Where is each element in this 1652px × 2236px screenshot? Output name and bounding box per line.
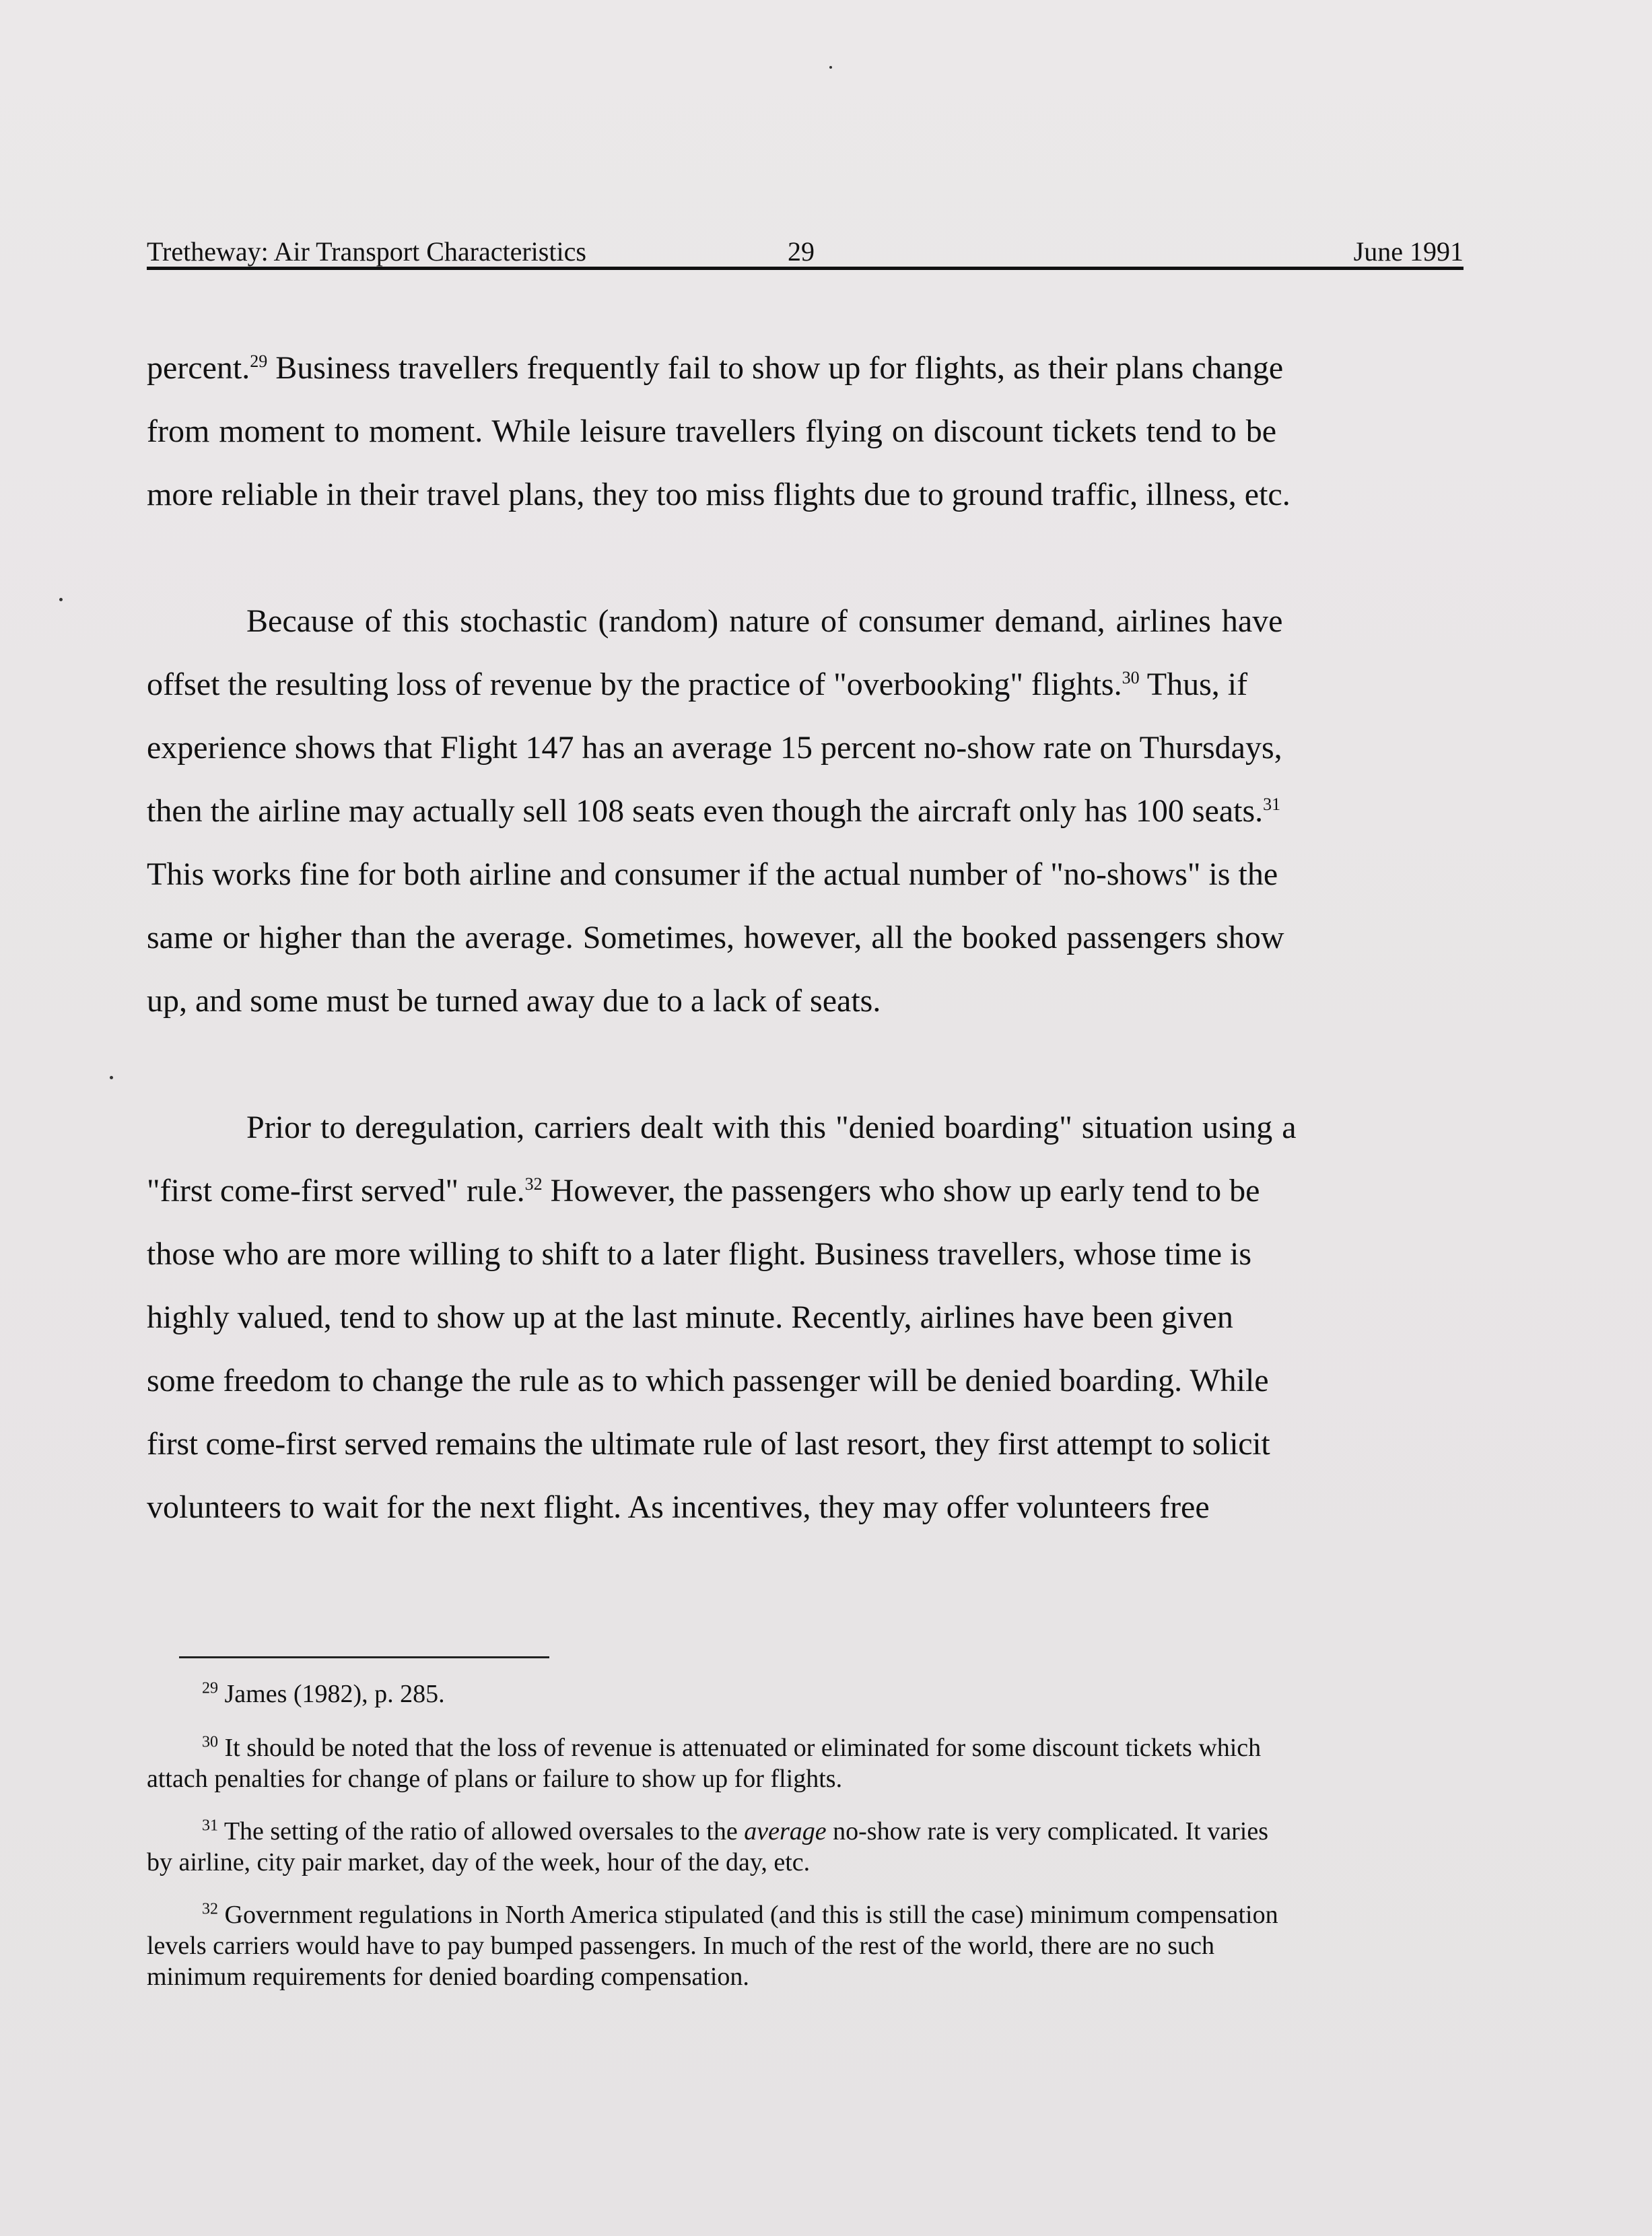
text-line: up, and some must be turned away due to a lack of seats. — [147, 983, 881, 1019]
text-line: same or higher than the average. Sometimes, however, all the booked passengers show — [147, 920, 1284, 955]
footnote-line — [147, 1679, 1464, 1709]
page-number: 29 — [788, 236, 815, 267]
footnote-ref-29: 29 — [250, 351, 268, 371]
text-line — [147, 1159, 1464, 1223]
footnote-number: 30 — [202, 1733, 218, 1751]
text-fragment: "first come-first served" rule. — [147, 1173, 525, 1209]
paragraph-2 — [147, 590, 1464, 1033]
footnote-29 — [147, 1679, 1464, 1709]
footnote-number: 31 — [202, 1817, 218, 1835]
footnote-ref-30: 30 — [1122, 668, 1140, 687]
text-line — [147, 780, 1464, 843]
footnote-text: no-show rate is very complicated. It varies — [826, 1817, 1268, 1845]
footnote-31 — [147, 1816, 1464, 1878]
text-line: first come-first served remains the ultimate rule of last resort, they first attempt to solicit — [147, 1426, 1270, 1462]
text-run — [147, 350, 1283, 386]
text-line: Prior to deregulation, carriers dealt with this "denied boarding" situation using a — [246, 1110, 1297, 1145]
text-line: those who are more willing to shift to a later flight. Business travellers, whose time is — [147, 1236, 1252, 1272]
footnote-emphasis: average — [744, 1817, 827, 1845]
footnote-text: It should be noted that the loss of revenue is attenuated or eliminated for some discount tickets which — [218, 1734, 1262, 1762]
footnote-number: 29 — [202, 1679, 218, 1697]
body-text — [147, 337, 1464, 1539]
footnote-32 — [147, 1899, 1464, 1992]
footnote-line: by airline, city pair market, day of the week, hour of the day, etc. — [147, 1848, 811, 1876]
paragraph-gap — [147, 527, 1464, 590]
text-line: more reliable in their travel plans, they too miss flights due to ground traffic, illness, etc. — [147, 477, 1290, 512]
text-fragment: then the airline may actually sell 108 seats even though the aircraft only has 100 seats. — [147, 793, 1264, 829]
footnote-line: minimum requirements for denied boarding compensation. — [147, 1963, 749, 1991]
scan-speck — [59, 598, 63, 601]
paragraph-3 — [147, 1096, 1464, 1539]
text-line — [147, 653, 1464, 716]
text-fragment: offset the resulting loss of revenue by the practice of "overbooking" flights. — [147, 667, 1122, 702]
scan-speck — [829, 66, 832, 69]
text-fragment: Thus, if — [1139, 667, 1248, 702]
footnote-line: levels carriers would have to pay bumped passengers. In much of the rest of the world, there are no such — [147, 1932, 1214, 1960]
footnote-30 — [147, 1732, 1464, 1794]
footnote-line — [147, 1816, 1464, 1847]
text-line: highly valued, tend to show up at the last minute. Recently, airlines have been given — [147, 1299, 1233, 1335]
text-line: This works fine for both airline and consumer if the actual number of "no-shows" is the — [147, 856, 1278, 892]
header-date: June 1991 — [1353, 236, 1464, 267]
footnote-line: attach penalties for change of plans or failure to show up for flights. — [147, 1765, 843, 1793]
footnote-line — [147, 1732, 1464, 1763]
paragraph-gap — [147, 1033, 1464, 1096]
text-fragment: However, the passengers who show up early tend to be — [542, 1173, 1260, 1209]
text-line: volunteers to wait for the next flight. As incentives, they may offer volunteers free — [147, 1489, 1210, 1525]
footnote-number: 32 — [202, 1900, 218, 1918]
footnote-ref-31: 31 — [1263, 794, 1281, 814]
footnote-separator — [179, 1656, 549, 1658]
running-header — [147, 236, 1464, 270]
scan-speck — [110, 1076, 113, 1079]
footnote-text: James (1982), p. 285. — [218, 1680, 445, 1708]
text-fragment: Business travellers frequently fail to show up for flights, as their plans change — [267, 350, 1284, 386]
footnote-ref-32: 32 — [524, 1174, 543, 1194]
text-line: from moment to moment. While leisure travellers flying on discount tickets tend to be — [147, 413, 1277, 449]
text-line — [147, 337, 1464, 400]
footnotes — [147, 1679, 1464, 2014]
paragraph-1 — [147, 337, 1464, 527]
footnote-text: The setting of the ratio of allowed oversales to the — [218, 1817, 745, 1845]
footnote-text: Government regulations in North America stipulated (and this is still the case) minimum compensation — [218, 1901, 1278, 1929]
header-title: Tretheway: Air Transport Characteristics — [147, 236, 586, 267]
text-line: some freedom to change the rule as to which passenger will be denied boarding. While — [147, 1363, 1269, 1398]
footnote-line — [147, 1899, 1464, 1930]
text-fragment: percent. — [147, 350, 250, 386]
text-line: Because of this stochastic (random) nature of consumer demand, airlines have — [246, 603, 1283, 639]
text-line: experience shows that Flight 147 has an average 15 percent no-show rate on Thursdays, — [147, 730, 1282, 766]
